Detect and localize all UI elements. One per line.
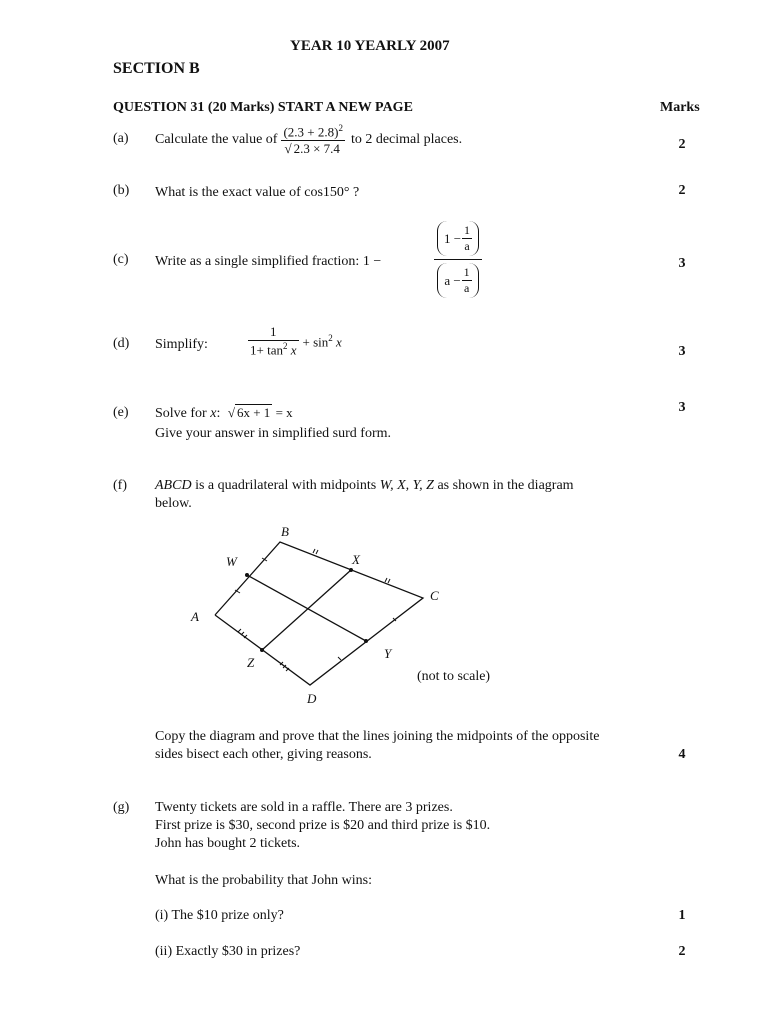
part-e-rhs: = x <box>275 405 293 420</box>
part-f-line1-rest: is a quadrilateral with midpoints <box>195 478 377 493</box>
part-c-bottom-left: a − <box>444 272 461 288</box>
midpoint-label-z: Z <box>247 655 255 670</box>
part-a-question <box>155 117 462 163</box>
marks-heading: Marks <box>660 100 700 115</box>
part-b-marks: 2 <box>678 183 686 198</box>
part-g-question: What is the probability that John wins: <box>155 873 372 888</box>
question-heading: QUESTION 31 (20 Marks) START A NEW PAGE <box>113 100 413 115</box>
part-d-den-text: 1+ tan <box>250 342 283 358</box>
part-f-line2: below. <box>155 496 192 511</box>
part-g-i-marks: 1 <box>678 908 686 923</box>
part-a-label: (a) <box>113 131 129 146</box>
part-f-line1-end: as shown in the diagram <box>437 478 574 493</box>
tick-xc <box>385 578 390 583</box>
part-g-label: (g) <box>113 800 130 815</box>
midpoint-label-w: W <box>226 554 237 569</box>
part-g-ii-marks: 2 <box>678 944 686 959</box>
part-f-copy-line2: sides bisect each other, giving reasons. <box>155 747 372 762</box>
part-d-numerator: 1 <box>270 324 277 339</box>
part-e-equation <box>228 405 293 420</box>
part-c-bottom-num: 1 <box>463 265 470 279</box>
tick-zd <box>280 662 289 671</box>
segment-xz <box>262 570 351 650</box>
part-e-colon: : <box>216 406 221 421</box>
section-heading: SECTION B <box>113 60 200 77</box>
part-f-copy-line1: Copy the diagram and prove that the lines joining the midpoints of the opposite <box>155 729 600 744</box>
part-d-marks: 3 <box>678 344 686 359</box>
part-c-question: Write as a single simplified fraction: 1 − <box>155 254 382 269</box>
part-d-text: Simplify: <box>155 337 208 352</box>
part-a-marks: 2 <box>678 137 686 152</box>
part-a-denominator: 2.3 × 7.4 <box>293 141 340 157</box>
part-c-bottom-den: a <box>462 280 472 296</box>
midpoint-label-y: Y <box>384 646 392 661</box>
part-f-points: W, X, Y, Z <box>379 478 434 493</box>
part-f-marks: 4 <box>678 747 686 762</box>
part-e-var: x <box>210 406 217 421</box>
midpoint-x-dot <box>349 568 353 572</box>
part-d-label: (d) <box>113 336 130 351</box>
part-d-plus-term <box>303 333 342 350</box>
part-c-top-den: a <box>462 238 472 254</box>
part-e-prefix: Solve for <box>155 406 207 421</box>
part-c-top-inner-fraction <box>462 223 472 254</box>
midpoint-z-dot <box>260 648 264 652</box>
part-c-top-paren <box>437 221 479 256</box>
part-d-denominator <box>248 340 299 358</box>
part-a-text-before: Calculate the value of <box>155 132 278 147</box>
part-c-bottom-paren <box>437 263 478 298</box>
part-d-plus-var: x <box>336 333 342 349</box>
part-g-line2: First prize is $30, second prize is $20 and third prize is $10. <box>155 818 491 833</box>
vertex-label-d: D <box>307 691 317 706</box>
vertex-label-c: C <box>430 588 439 603</box>
part-g-line1: Twenty tickets are sold in a raffle. There are 3 prizes. <box>155 800 453 815</box>
midpoint-w-dot <box>245 573 249 577</box>
part-c-marks: 3 <box>678 256 686 271</box>
part-b-label: (b) <box>113 183 130 198</box>
part-a-root-symbol: √ <box>284 141 292 157</box>
part-e-line1 <box>155 405 293 422</box>
midpoint-y-dot <box>364 639 368 643</box>
part-e-root-symbol: √ <box>227 405 235 420</box>
part-f-label: (f) <box>113 478 127 493</box>
part-c-label: (c) <box>113 252 129 267</box>
segment-wy <box>247 575 366 641</box>
vertex-label-a: A <box>191 609 199 624</box>
part-f-line1 <box>155 478 574 494</box>
part-c-top-num: 1 <box>464 223 471 237</box>
quadrilateral-diagram <box>180 520 520 720</box>
diagram-note: (not to scale) <box>417 669 491 684</box>
part-e-marks: 3 <box>678 400 686 415</box>
part-c-bottom-inner-fraction <box>462 265 472 296</box>
vertex-label-b: B <box>281 524 289 539</box>
part-g-ii: (ii) Exactly $30 in prizes? <box>155 944 301 959</box>
part-d-den-power: 2 <box>282 341 288 351</box>
part-g-line3: John has bought 2 tickets. <box>155 836 301 851</box>
tick-yd <box>338 657 341 660</box>
part-d-fraction <box>248 324 299 358</box>
part-a-fraction <box>281 123 345 157</box>
part-a-num-power: 2 <box>338 122 343 133</box>
part-d-plus-power: 2 <box>328 332 333 343</box>
part-c-top-left: 1 − <box>443 230 462 246</box>
part-a-numerator: (2.3 + 2.8) <box>283 124 339 140</box>
part-e-radicand: 6x + 1 <box>236 405 271 420</box>
part-d-expression <box>248 324 342 358</box>
part-e-label: (e) <box>113 405 129 420</box>
part-e-line2: Give your answer in simplified surd form. <box>155 426 392 441</box>
part-c-fraction <box>434 221 482 298</box>
tick-bx <box>313 549 318 554</box>
part-d-den-var: x <box>290 342 297 358</box>
part-d-plus-text: + sin <box>302 333 329 349</box>
part-f-quad-name: ABCD <box>155 478 192 493</box>
page-title: YEAR 10 YEARLY 2007 <box>290 38 450 54</box>
part-g-i: (i) The $10 prize only? <box>155 908 284 923</box>
part-b-question: What is the exact value of cos150° ? <box>155 185 360 200</box>
midpoint-label-x: X <box>352 552 360 567</box>
part-a-text-after: to 2 decimal places. <box>350 132 463 147</box>
